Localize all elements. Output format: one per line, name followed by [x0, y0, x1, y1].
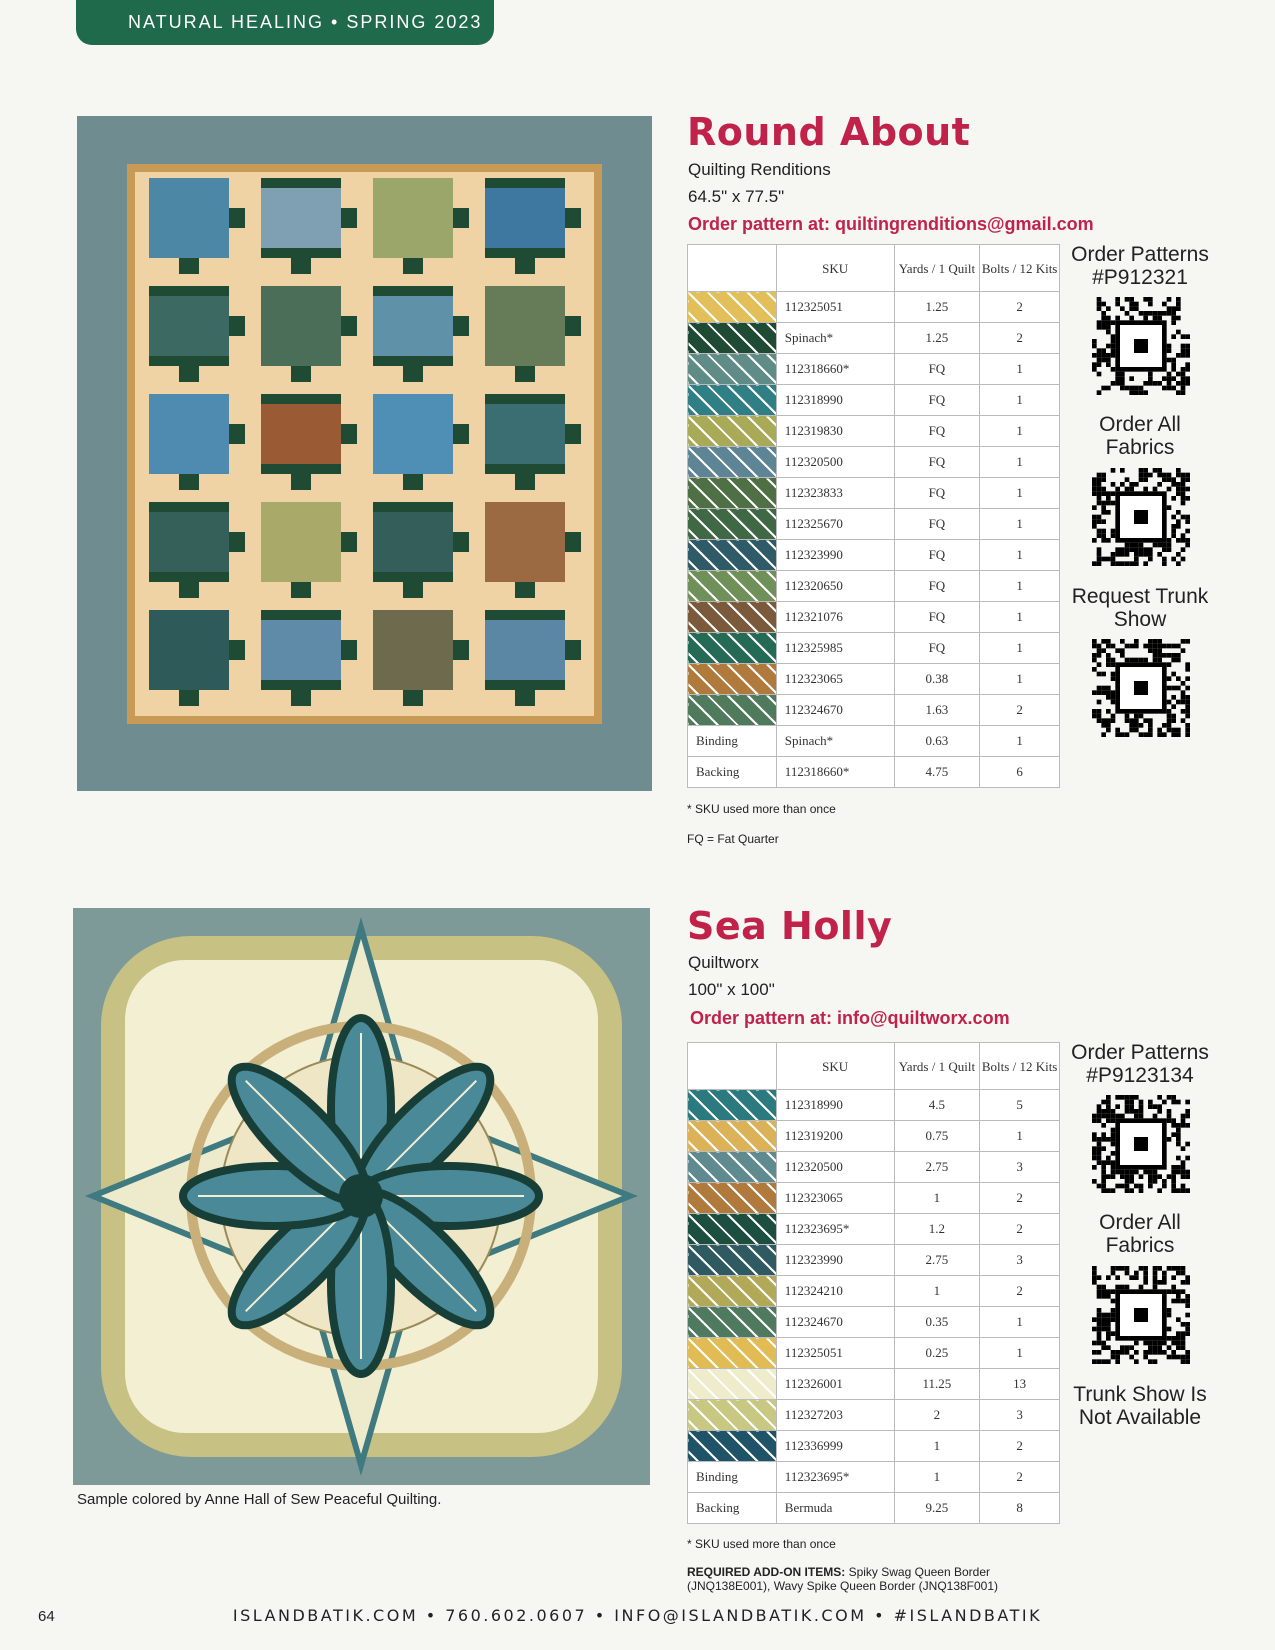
table-row	[688, 1462, 1060, 1493]
sku-cell: 112318660*	[776, 354, 894, 385]
table-row	[688, 1338, 1060, 1369]
yards-cell: 1	[894, 1462, 980, 1493]
swatch-header	[688, 1043, 777, 1090]
order-pattern-link[interactable]: Order pattern at: quiltingrenditions@gmail.com	[688, 214, 1094, 234]
yards-cell: FQ	[894, 447, 980, 478]
fabric-swatch	[688, 1121, 777, 1152]
sku-cell: 112318990	[776, 385, 894, 416]
table-row	[688, 478, 1060, 509]
sku-cell: 112325985	[776, 633, 894, 664]
image-caption: Sample colored by Anne Hall of Sew Peaceful Quilting.	[77, 1491, 442, 1508]
bolts-cell: 2	[980, 292, 1060, 323]
table-row	[688, 633, 1060, 664]
bolts-cell: 1	[980, 447, 1060, 478]
fabric-swatch	[688, 1183, 777, 1214]
quilt-designer: Quiltworx	[688, 953, 759, 972]
fabric-swatch	[688, 1245, 777, 1276]
fabric-swatch	[688, 540, 777, 571]
table-row	[688, 1276, 1060, 1307]
required-addons	[687, 1565, 1047, 1593]
sku-cell: 112321076	[776, 602, 894, 633]
row-label: Backing	[688, 757, 777, 788]
bolts-cell: 3	[980, 1152, 1060, 1183]
bolts-cell: 5	[980, 1090, 1060, 1121]
fabric-swatch	[688, 1400, 777, 1431]
sku-cell: 112319200	[776, 1121, 894, 1152]
yards-cell: FQ	[894, 571, 980, 602]
sku-header: SKU	[776, 1043, 894, 1090]
yards-cell: 1.63	[894, 695, 980, 726]
page-number: 64	[38, 1608, 55, 1625]
yards-cell: FQ	[894, 633, 980, 664]
sku-cell: 112324670	[776, 1307, 894, 1338]
bolts-cell: 1	[980, 664, 1060, 695]
table-row	[688, 1307, 1060, 1338]
bolts-cell: 2	[980, 695, 1060, 726]
yards-cell: 0.38	[894, 664, 980, 695]
bolts-cell: 6	[980, 757, 1060, 788]
yards-cell: 4.75	[894, 757, 980, 788]
required-text: Spiky Swag Queen Border (JNQ138E001), Wavy Spike Queen Border (JNQ138F001)	[687, 1565, 999, 1593]
fabric-table	[687, 244, 1060, 788]
sku-cell: Spinach*	[776, 726, 894, 757]
bolts-cell: 2	[980, 323, 1060, 354]
order-patterns-label: Order Patterns #P912321	[1071, 243, 1209, 289]
sku-cell: 112323990	[776, 1245, 894, 1276]
yards-cell: FQ	[894, 540, 980, 571]
yards-cell: 2.75	[894, 1152, 980, 1183]
table-row	[688, 385, 1060, 416]
sku-cell: 112324670	[776, 695, 894, 726]
yards-cell: 1	[894, 1276, 980, 1307]
bolts-cell: 8	[980, 1493, 1060, 1524]
sku-cell: 112323695*	[776, 1214, 894, 1245]
bolts-cell: 1	[980, 385, 1060, 416]
bolts-cell: 1	[980, 540, 1060, 571]
fabric-swatch	[688, 1338, 777, 1369]
fabric-swatch	[688, 478, 777, 509]
quilt-designer: Quilting Renditions	[688, 160, 831, 179]
yards-cell: FQ	[894, 478, 980, 509]
round-about-quilt-image	[77, 116, 652, 791]
sku-cell: 112323065	[776, 664, 894, 695]
yards-cell: 0.35	[894, 1307, 980, 1338]
table-row	[688, 416, 1060, 447]
swatch-header	[688, 245, 777, 292]
yards-cell: FQ	[894, 416, 980, 447]
qr-code-icon[interactable]	[1092, 639, 1190, 737]
quilt-title: Sea Holly	[687, 904, 893, 948]
bolts-cell: 1	[980, 478, 1060, 509]
table-row	[688, 1090, 1060, 1121]
yards-cell: 1.2	[894, 1214, 980, 1245]
qr-code-icon[interactable]	[1092, 1266, 1190, 1364]
quilt-size: 100" x 100"	[688, 980, 775, 999]
bolts-cell: 1	[980, 1338, 1060, 1369]
sku-header: SKU	[776, 245, 894, 292]
bolts-cell: 1	[980, 1121, 1060, 1152]
table-row	[688, 1214, 1060, 1245]
yards-cell: 1	[894, 1183, 980, 1214]
bolts-cell: 2	[980, 1462, 1060, 1493]
table-row	[688, 1152, 1060, 1183]
fabric-swatch	[688, 1431, 777, 1462]
yards-cell: 2	[894, 1400, 980, 1431]
yards-cell: 1.25	[894, 292, 980, 323]
bolts-cell: 2	[980, 1214, 1060, 1245]
order-fabrics-label: Order All Fabrics	[1099, 413, 1181, 459]
yards-cell: 9.25	[894, 1493, 980, 1524]
bolts-cell: 2	[980, 1431, 1060, 1462]
row-label: Binding	[688, 726, 777, 757]
trunk-show-label: Request Trunk Show	[1071, 585, 1209, 631]
bolts-cell: 3	[980, 1245, 1060, 1276]
bolts-cell: 1	[980, 633, 1060, 664]
table-row	[688, 664, 1060, 695]
sku-cell: 112326001	[776, 1369, 894, 1400]
order-patterns-label: Order Patterns #P9123134	[1071, 1041, 1209, 1087]
table-row	[688, 292, 1060, 323]
sku-cell: 112323990	[776, 540, 894, 571]
footer-contact: ISLANDBATIK.COM • 760.602.0607 • INFO@ISLANDBATIK.COM • #ISLANDBATIK	[232, 1606, 1043, 1625]
order-fabrics-label: Order All Fabrics	[1099, 1211, 1181, 1257]
row-label: Binding	[688, 1462, 777, 1493]
section-header: NATURAL HEALING • SPRING 2023	[76, 0, 494, 45]
table-row	[688, 1493, 1060, 1524]
sku-cell: Bermuda	[776, 1493, 894, 1524]
bolts-cell: 1	[980, 726, 1060, 757]
fabric-swatch	[688, 1090, 777, 1121]
fabric-swatch	[688, 1214, 777, 1245]
fabric-swatch	[688, 509, 777, 540]
row-label: Backing	[688, 1493, 777, 1524]
fabric-swatch	[688, 602, 777, 633]
footnote: * SKU used more than once	[687, 802, 836, 816]
trunk-show-label: Trunk Show Is Not Available	[1073, 1383, 1207, 1429]
bolts-cell: 1	[980, 354, 1060, 385]
table-row	[688, 1400, 1060, 1431]
fabric-swatch	[688, 633, 777, 664]
footnote-fq: FQ = Fat Quarter	[687, 832, 779, 846]
table-row	[688, 447, 1060, 478]
yards-cell: FQ	[894, 385, 980, 416]
qr-code-icon[interactable]	[1092, 1095, 1190, 1193]
bolts-cell: 13	[980, 1369, 1060, 1400]
yards-cell: 0.63	[894, 726, 980, 757]
yards-cell: 1	[894, 1431, 980, 1462]
table-row	[688, 726, 1060, 757]
table-row	[688, 540, 1060, 571]
bolts-cell: 1	[980, 602, 1060, 633]
sku-cell: 112320650	[776, 571, 894, 602]
sku-cell: 112323065	[776, 1183, 894, 1214]
fabric-swatch	[688, 664, 777, 695]
yards-cell: 2.75	[894, 1245, 980, 1276]
sku-cell: 112319830	[776, 416, 894, 447]
sku-cell: 112327203	[776, 1400, 894, 1431]
sku-cell: 112324210	[776, 1276, 894, 1307]
sku-cell: 112320500	[776, 447, 894, 478]
table-row	[688, 571, 1060, 602]
bolts-cell: 3	[980, 1400, 1060, 1431]
yards-cell: 11.25	[894, 1369, 980, 1400]
sku-cell: 112323695*	[776, 1462, 894, 1493]
fabric-table	[687, 1042, 1060, 1524]
sku-cell: 112325670	[776, 509, 894, 540]
yards-cell: FQ	[894, 354, 980, 385]
quilt-size: 64.5" x 77.5"	[688, 187, 785, 206]
sku-cell: Spinach*	[776, 323, 894, 354]
bolts-cell: 2	[980, 1276, 1060, 1307]
bolts-cell: 2	[980, 1183, 1060, 1214]
qr-code-icon[interactable]	[1092, 468, 1190, 566]
sku-cell: 112318990	[776, 1090, 894, 1121]
fabric-swatch	[688, 1369, 777, 1400]
qr-code-icon[interactable]	[1092, 297, 1190, 395]
yards-cell: 1.25	[894, 323, 980, 354]
fabric-swatch	[688, 571, 777, 602]
table-row	[688, 354, 1060, 385]
fabric-swatch	[688, 385, 777, 416]
fabric-swatch	[688, 1276, 777, 1307]
fabric-swatch	[688, 447, 777, 478]
table-row	[688, 1121, 1060, 1152]
table-row	[688, 757, 1060, 788]
yards-cell: FQ	[894, 602, 980, 633]
fabric-swatch	[688, 1307, 777, 1338]
sku-cell: 112320500	[776, 1152, 894, 1183]
sku-cell: 112325051	[776, 1338, 894, 1369]
fabric-swatch	[688, 416, 777, 447]
fabric-swatch	[688, 292, 777, 323]
required-label: REQUIRED ADD-ON ITEMS:	[687, 1565, 846, 1579]
fabric-swatch	[688, 354, 777, 385]
yards-cell: 4.5	[894, 1090, 980, 1121]
bolts-header: Bolts / 12 Kits	[980, 1043, 1060, 1090]
bolts-header: Bolts / 12 Kits	[980, 245, 1060, 292]
table-row	[688, 1245, 1060, 1276]
table-row	[688, 1431, 1060, 1462]
table-row	[688, 1369, 1060, 1400]
bolts-cell: 1	[980, 1307, 1060, 1338]
yards-cell: FQ	[894, 509, 980, 540]
yards-cell: 0.75	[894, 1121, 980, 1152]
quilt-title: Round About	[687, 110, 971, 154]
sea-holly-quilt-image	[73, 908, 650, 1485]
table-row	[688, 323, 1060, 354]
fabric-swatch	[688, 1152, 777, 1183]
footnote: * SKU used more than once	[687, 1537, 836, 1551]
yards-header: Yards / 1 Quilt	[894, 1043, 980, 1090]
table-row	[688, 602, 1060, 633]
bolts-cell: 1	[980, 571, 1060, 602]
sku-cell: 112318660*	[776, 757, 894, 788]
fabric-swatch	[688, 695, 777, 726]
sku-cell: 112323833	[776, 478, 894, 509]
yards-header: Yards / 1 Quilt	[894, 245, 980, 292]
bolts-cell: 1	[980, 416, 1060, 447]
yards-cell: 0.25	[894, 1338, 980, 1369]
table-row	[688, 695, 1060, 726]
fabric-swatch	[688, 323, 777, 354]
bolts-cell: 1	[980, 509, 1060, 540]
table-row	[688, 509, 1060, 540]
table-row	[688, 1183, 1060, 1214]
sku-cell: 112336999	[776, 1431, 894, 1462]
order-pattern-link[interactable]: Order pattern at: info@quiltworx.com	[690, 1008, 1010, 1028]
sku-cell: 112325051	[776, 292, 894, 323]
